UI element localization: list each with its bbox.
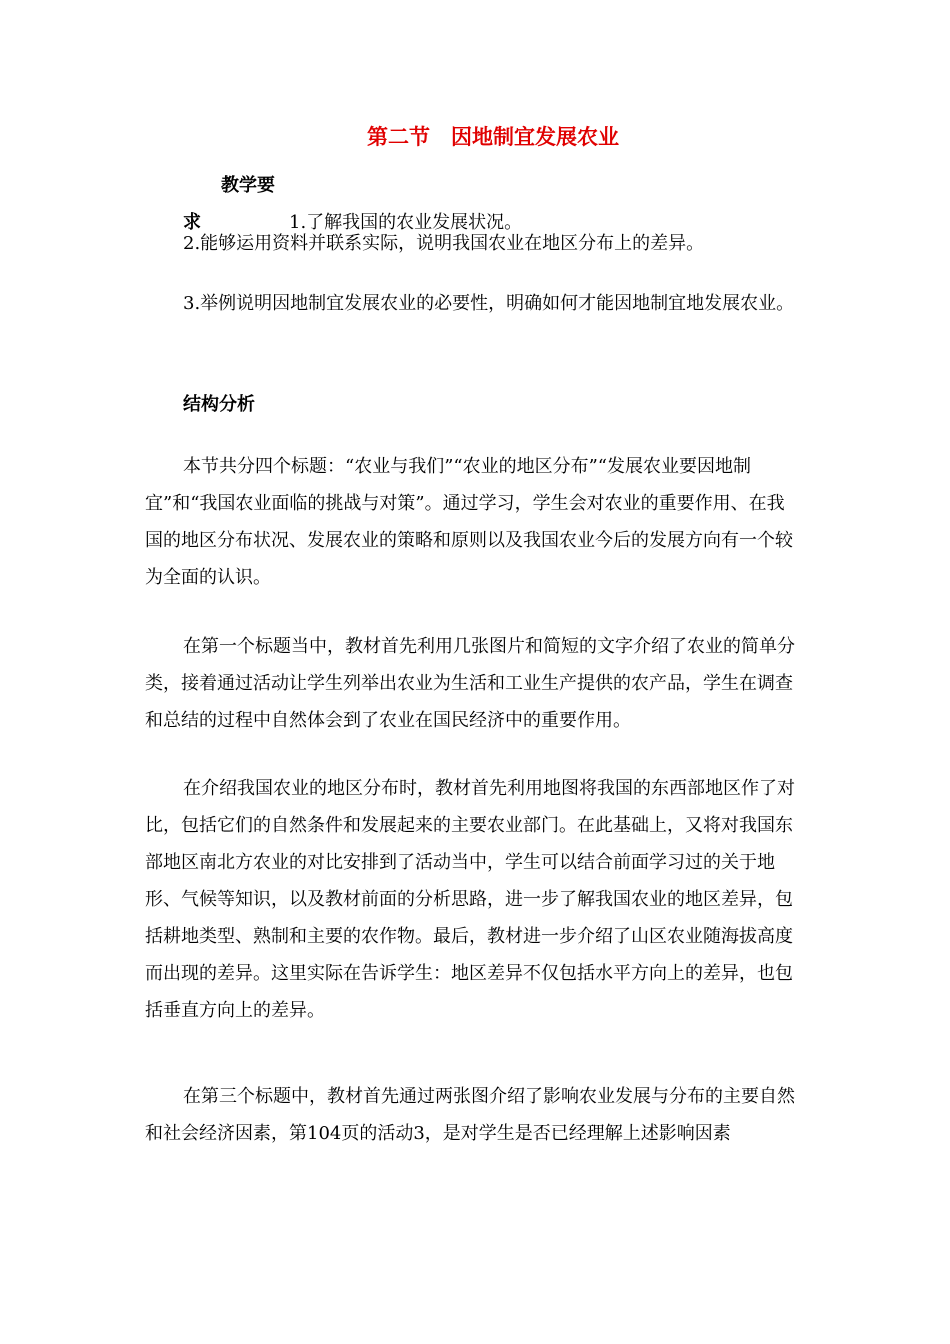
paragraph-1: 本节共分四个标题：“农业与我们”“农业的地区分布”“发展农业要因地制宜”和“我国农业面临的挑战与对策”。通过学习，学生会对农业的重要作用、在我国的地区分布状况、发展农业的策略和原则以及我国农业今后的发展方向有一个较为全面的认识。 [145,456,793,588]
paragraph-2-block [145,628,797,739]
paragraph-1-block [145,448,797,596]
requirement-item-3: 3.举例说明因地制宜发展农业的必要性，明确如何才能因地制宜地发展农业。 [183,293,795,314]
paragraph-2: 在第一个标题当中，教材首先利用几张图片和简短的文字介绍了农业的简单分类，接着通过活动让学生列举出农业为生活和工业生产提供的农产品，学生在调查和总结的过程中自然体会到了农业在国民经济中的重要作用。 [145,636,795,731]
structure-heading: 结构分析 [183,394,255,415]
requirements-label: 教学要求 [183,175,275,233]
paragraph-4-block [145,1078,797,1152]
requirement-3 [145,285,797,322]
section-title: 第二节 因地制宜发展农业 [367,124,619,149]
paragraph-3-block [145,770,797,1029]
paragraph-4: 在第三个标题中，教材首先通过两张图介绍了影响农业发展与分布的主要自然和社会经济因素，第104页的活动3，是对学生是否已经理解上述影响因素 [145,1086,795,1144]
requirement-2 [145,225,797,262]
requirement-item-1: 1.了解我国的农业发展状况。 [289,212,523,233]
structure-heading-block [145,386,797,423]
paragraph-3: 在介绍我国农业的地区分布时，教材首先利用地图将我国的东西部地区作了对比，包括它们的自然条件和发展起来的主要农业部门。在此基础上，又将对我国东部地区南北方农业的对比安排到了活动当中，学生可以结合前面学习过的关于地形、气候等知识，以及教材前面的分析思路，进一步了解我国农业的地区差异，包括耕地类型、熟制和主要的农作物。最后，教材进一步介绍了山区农业随海拔高度而出现的差异。这里实际在告诉学生：地区差异不仅包括水平方向上的差异，也包括垂直方向上的差异。 [145,778,795,1021]
requirement-item-2: 2.能够运用资料并联系实际，说明我国农业在地区分布上的差异。 [183,233,705,254]
